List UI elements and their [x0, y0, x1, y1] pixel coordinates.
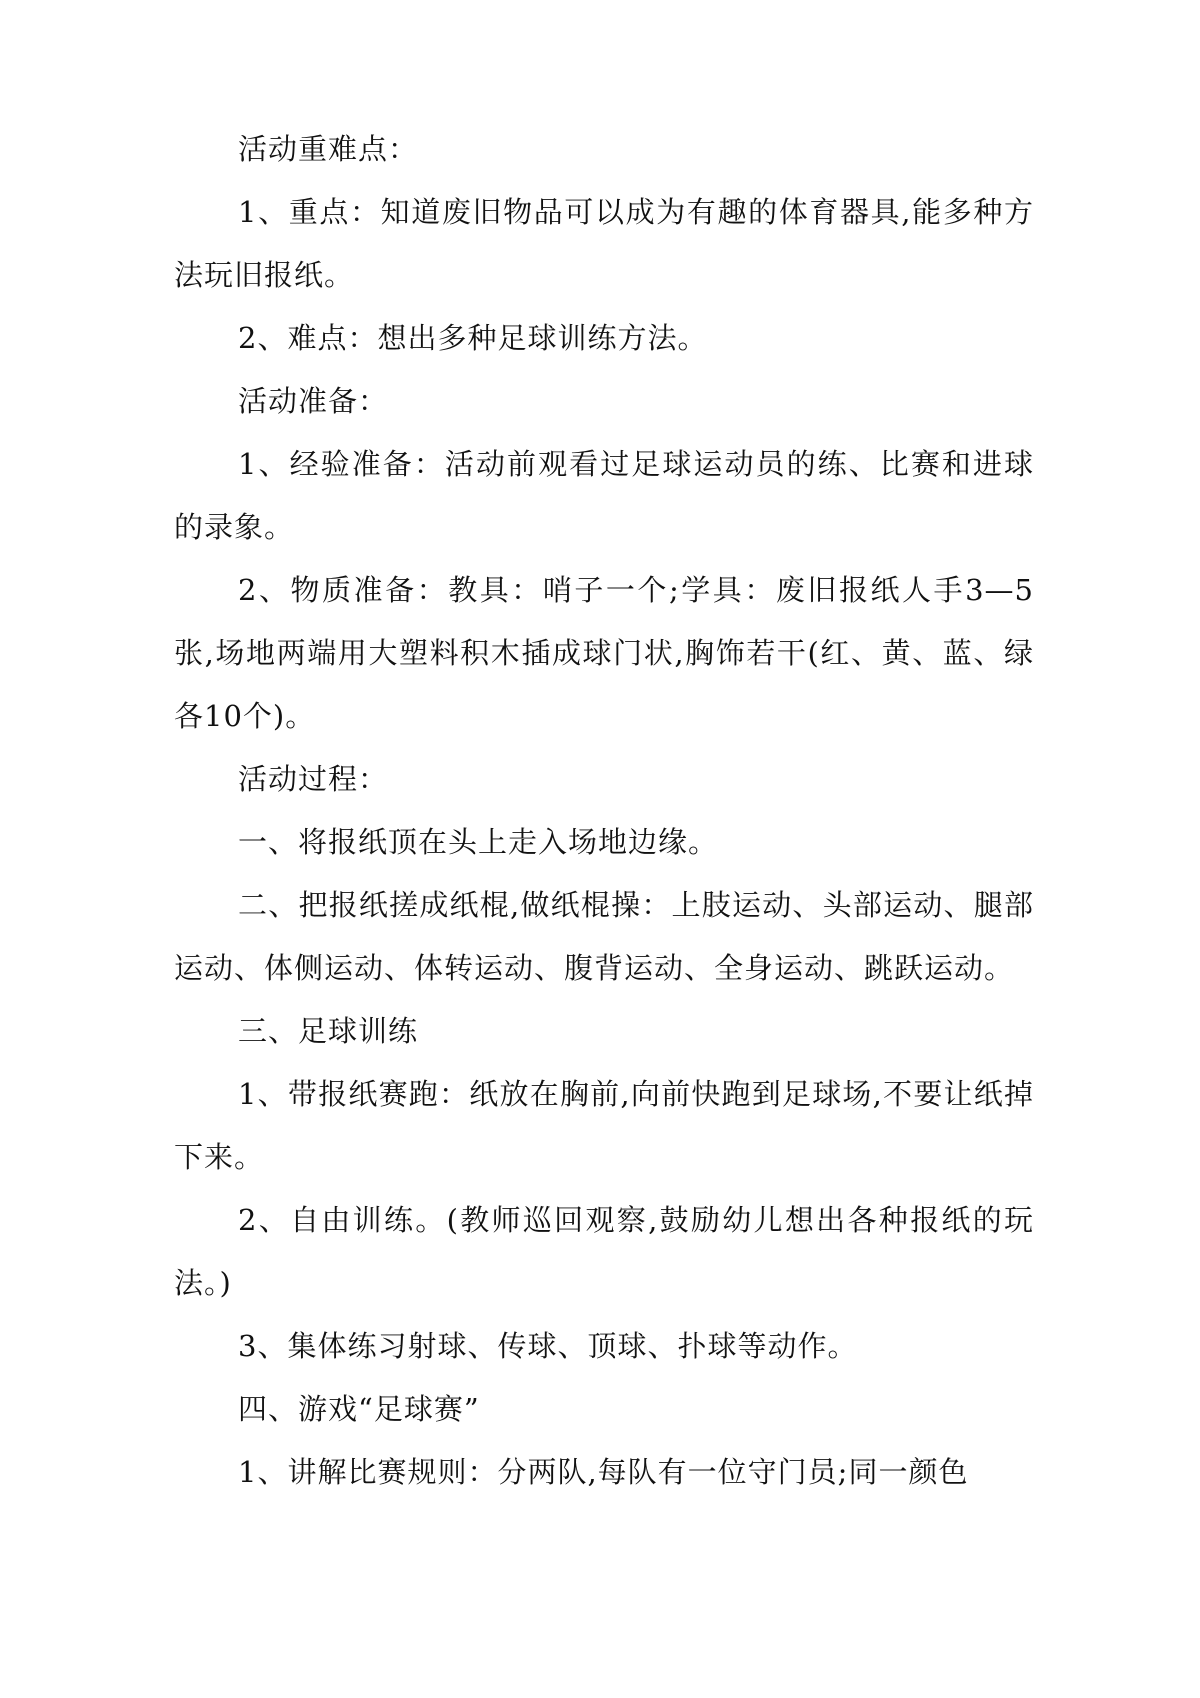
- paragraph-heading-process: 活动过程：: [238, 762, 389, 796]
- paragraph-step-four: 四、游戏“足球赛”: [238, 1392, 480, 1426]
- paragraph-step-two: 二、把报纸搓成纸棍,做纸棍操：上肢运动、头部运动、腿部运动、体侧运动、体转运动、腹背运动、全身运动、跳跃运动。: [174, 888, 1034, 985]
- paragraph-experience-prep: 1、经验准备：活动前观看过足球运动员的练、比赛和进球的录象。: [174, 447, 1034, 544]
- paragraph-training-one: 1、带报纸赛跑：纸放在胸前,向前快跑到足球场,不要让纸掉下来。: [174, 1077, 1034, 1174]
- paragraph-heading-key-points: 活动重难点：: [238, 132, 419, 166]
- paragraph-training-two: 2、自由训练。(教师巡回观察,鼓励幼儿想出各种报纸的玩法。): [174, 1203, 1034, 1300]
- paragraph-key-point: 1、重点：知道废旧物品可以成为有趣的体育器具,能多种方法玩旧报纸。: [174, 195, 1034, 292]
- paragraph-material-prep: 2、物质准备：教具：哨子一个;学具：废旧报纸人手3—5张,场地两端用大塑料积木插成球门状,胸饰若干(红、黄、蓝、绿各10个)。: [174, 573, 1034, 733]
- paragraph-game-rules: 1、讲解比赛规则：分两队,每队有一位守门员;同一颜色: [238, 1455, 969, 1489]
- paragraph-training-three: 3、集体练习射球、传球、顶球、扑球等动作。: [238, 1329, 858, 1363]
- document-body: [174, 118, 1034, 1504]
- paragraph-step-one: 一、将报纸顶在头上走入场地边缘。: [238, 825, 719, 859]
- paragraph-difficulty: 2、难点：想出多种足球训练方法。: [238, 321, 708, 355]
- paragraph-step-three: 三、足球训练: [238, 1014, 419, 1048]
- paragraph-heading-preparation: 活动准备：: [238, 384, 389, 418]
